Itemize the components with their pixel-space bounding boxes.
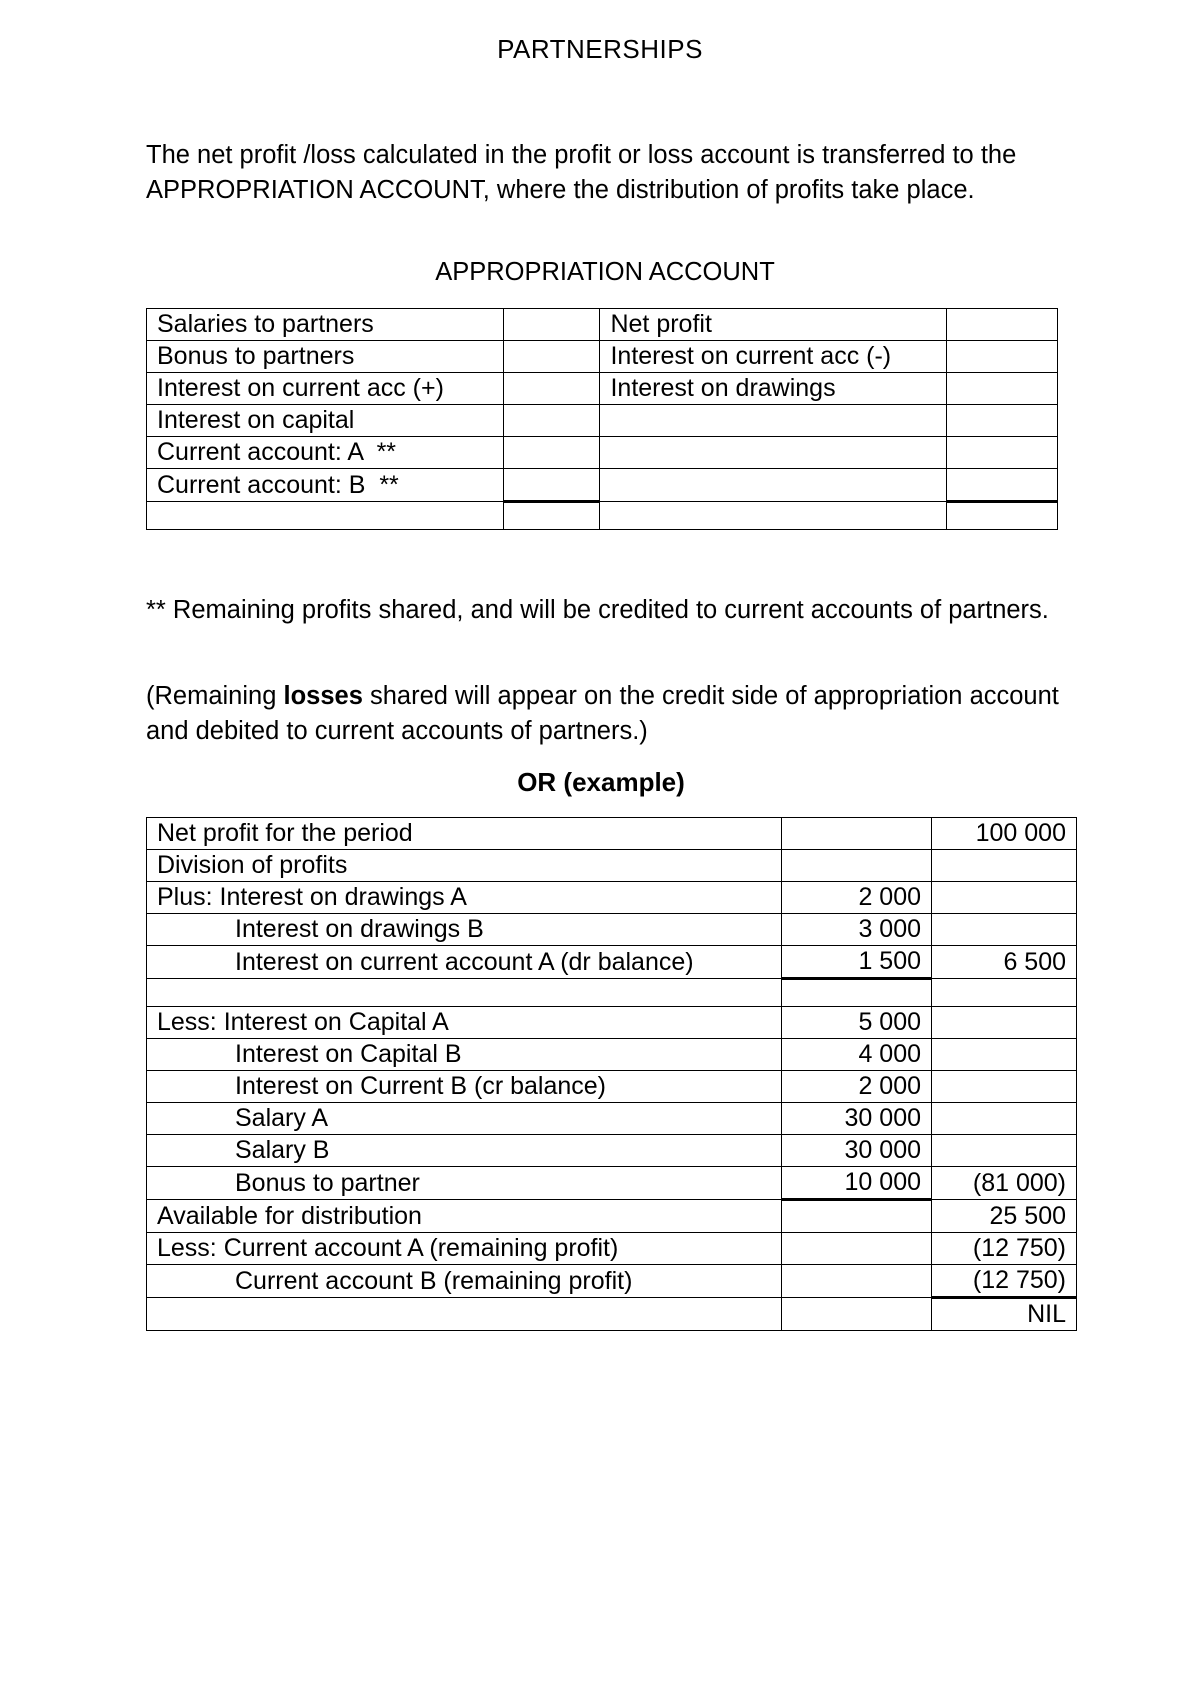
row-amount: 4 000 [782,1039,932,1071]
table-row [147,914,1077,946]
row-total: (12 750) [932,1233,1077,1265]
debit-item: Interest on current acc (+) [147,373,504,405]
table-row [147,1167,1077,1200]
row-total [932,1007,1077,1039]
row-total: (12 750) [932,1265,1077,1298]
debit-amount [503,405,600,437]
remaining-losses-note [146,679,1066,749]
credit-item [600,405,947,437]
credit-amount [947,309,1058,341]
row-amount [782,1233,932,1265]
table-row [147,850,1077,882]
table-row [147,1007,1077,1039]
row-total: NIL [932,1298,1077,1331]
row-total [932,882,1077,914]
table-row [147,1039,1077,1071]
table-row [147,341,1058,373]
credit-amount [947,469,1058,502]
row-label: Net profit for the period [147,818,782,850]
debit-amount [503,437,600,469]
credit-item [600,469,947,502]
credit-item: Net profit [600,309,947,341]
row-label: Less: Current account A (remaining profit) [147,1233,782,1265]
table-row [147,882,1077,914]
row-amount [782,1200,932,1233]
table-row [147,1233,1077,1265]
credit-item: Interest on drawings [600,373,947,405]
row-label: Less: Interest on Capital A [147,1007,782,1039]
row-label: Salary A [147,1103,782,1135]
row-total: (81 000) [932,1167,1077,1200]
row-label: Interest on Current B (cr balance) [147,1071,782,1103]
debit-item: Current account: B ** [147,469,504,502]
row-label: Interest on Capital B [147,1039,782,1071]
table-row [147,1200,1077,1233]
row-amount: 5 000 [782,1007,932,1039]
row-total [932,850,1077,882]
row-label [147,979,782,1007]
row-total [932,1103,1077,1135]
debit-total-label [147,502,504,530]
table-row [147,469,1058,502]
row-amount: 10 000 [782,1167,932,1200]
credit-total [947,502,1058,530]
row-amount [782,818,932,850]
table-row [147,437,1058,469]
row-total: 100 000 [932,818,1077,850]
row-label: Available for distribution [147,1200,782,1233]
credit-item: Interest on current acc (-) [600,341,947,373]
table-row [147,405,1058,437]
credit-amount [947,405,1058,437]
or-example-heading: OR (example) [517,767,685,797]
row-amount: 1 500 [782,946,932,979]
debit-amount [503,373,600,405]
row-total [932,1039,1077,1071]
debit-total [503,502,600,530]
credit-amount [947,373,1058,405]
row-total [932,979,1077,1007]
row-amount [782,850,932,882]
table-row [147,1265,1077,1298]
page-title: PARTNERSHIPS [497,34,703,64]
debit-amount [503,469,600,502]
row-amount: 30 000 [782,1103,932,1135]
row-amount [782,1265,932,1298]
row-label [147,1298,782,1331]
row-label: Salary B [147,1135,782,1167]
intro-paragraph: The net profit /loss calculated in the profit or loss account is transferred to the APPROPRIATION ACCOUNT, where the distribution of profits take place. [146,141,1017,204]
table-row [147,309,1058,341]
credit-item [600,437,947,469]
row-amount [782,1298,932,1331]
table-row [147,1298,1077,1331]
credit-total-label [600,502,947,530]
row-amount: 2 000 [782,882,932,914]
row-amount [782,979,932,1007]
debit-amount [503,309,600,341]
row-label: Plus: Interest on drawings A [147,882,782,914]
row-label: Division of profits [147,850,782,882]
debit-item: Bonus to partners [147,341,504,373]
row-label: Bonus to partner [147,1167,782,1200]
row-label: Interest on current account A (dr balance) [147,946,782,979]
table-row [147,818,1077,850]
row-total: 6 500 [932,946,1077,979]
remaining-profits-note: ** Remaining profits shared, and will be credited to current accounts of partners. [146,596,1049,624]
row-amount: 30 000 [782,1135,932,1167]
row-amount: 3 000 [782,914,932,946]
table-row [147,373,1058,405]
example-appropriation-table [146,817,1077,1331]
row-total: 25 500 [932,1200,1077,1233]
row-label: Current account B (remaining profit) [147,1265,782,1298]
appropriation-heading: APPROPRIATION ACCOUNT [435,258,775,286]
credit-amount [947,437,1058,469]
table-row [147,979,1077,1007]
table-row [147,1135,1077,1167]
losses-note-suffix: shared will appear on the credit side of appropriation account and debited to current accounts of partners.) [146,682,1059,745]
appropriation-account-table [146,308,1058,530]
debit-item: Current account: A ** [147,437,504,469]
row-total [932,1071,1077,1103]
losses-note-prefix: (Remaining [146,682,284,710]
debit-amount [503,341,600,373]
credit-amount [947,341,1058,373]
debit-item: Salaries to partners [147,309,504,341]
row-total [932,1135,1077,1167]
row-label: Interest on drawings B [147,914,782,946]
row-amount: 2 000 [782,1071,932,1103]
total-row [147,502,1058,530]
row-total [932,914,1077,946]
table-row [147,1071,1077,1103]
debit-item: Interest on capital [147,405,504,437]
table-row [147,1103,1077,1135]
table-row [147,946,1077,979]
losses-emphasis: losses [283,682,363,710]
